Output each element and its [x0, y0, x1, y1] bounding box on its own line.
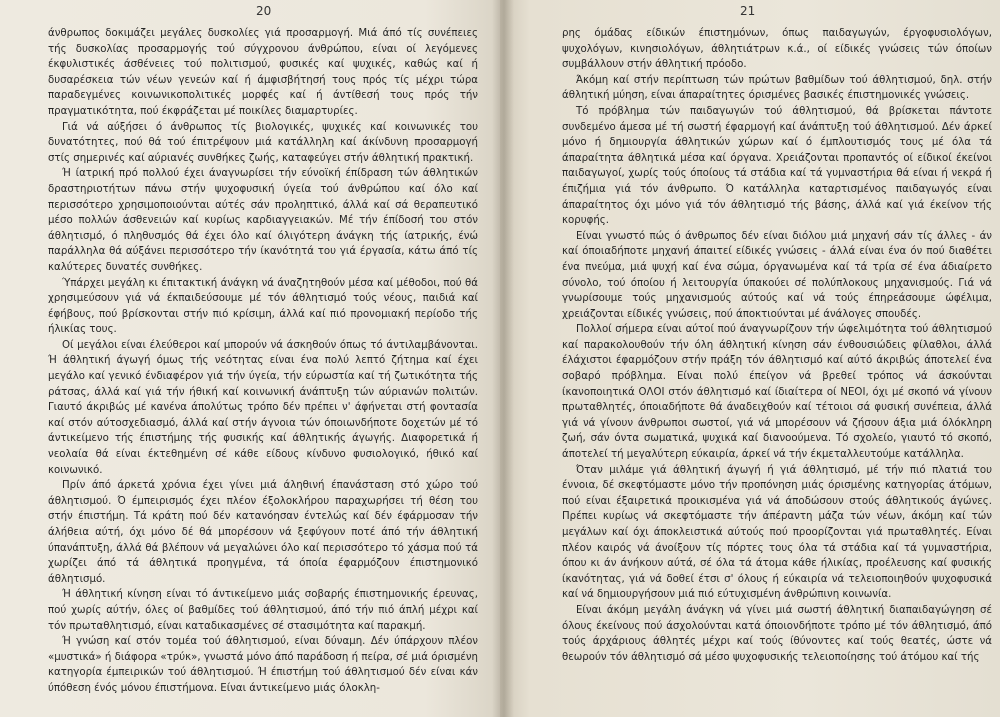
- paragraph: Οί μεγάλοι είναι έλεύθεροι καί μπορούν νά άσκηθούν όπως τό άντιλαμβάνονται. Ή άθλητική άγωγή όμως τής νεότητας είναι ένα πολύ λεπτό ζήτημα καί έχει μεγάλο καί γενικό ένδιαφέρον γιά τήν ύγεία, τήν εύρωστία καί τή ζωτικότητα τής ράτσας, άλλά καί γιά τήν ήθική καί κοινωνική άνάπτυξη τών αύριανών πολιτών. Γιαυτό άκριβώς μέ κανένα άπολύτως τρόπο δέν πρέπει ν' άφήνεται στή φοντασία καί στόν αύτοσχεδιασμό, άλλά καί στήν άγνοια τών όποιωνδήποτε δοχετών μέ τό άντικείμενο τής έπιστήμης τής φυσικής καί άθλητικής άγωγής. Διαφορετικά ή νεολαία θά είναι έκτεθημένη σέ κάθε είδους κίνδυνο φυσιολογικό, ήθικό καί κοινωνικό.: [48, 339, 478, 476]
- paragraph: Πρίν άπό άρκετά χρόνια έχει γίνει μιά άληθινή έπανάσταση στό χώρο τού άθλητισμού. Ό έμπειρισμός έχει πλέον έξολοκλήρου παραχωρήσει τή θέση του στήν έπιστήμη. Τά κράτη πού δέν κατανόησαν έντελώς καί δέν έφάρμοσαν τήν άλήθεια αύτή, όχι μόνο δέ θά μπορέσουν νά ξεφύγουν ποτέ άπό τήν άθλητική ύπανάπτυξη, άλλά θά βλέπουν νά μεγαλώνει όλο καί περισσότερο τό χάσμα πού τά χωρίζει άπό τά άθλητικά προηγμένα, τά όποία έφαρμόζουν έπιστημονικό άθλητισμό.: [48, 480, 478, 585]
- paragraph: Ή ίατρική πρό πολλού έχει άναγνωρίσει τήν εύνοϊκή έπίδραση τών άθλητικών δραστηριοτήτων πάνω στήν ψυχοφυσική ύγεία τού άνθρώπου καί όλο καί περισσότερο χρησιμοποιούνται αύτές σάν προληπτικό, άλλά καί σά θεραπευτικό μέσο πολλών άσθενειών καί κυρίως καρδιαγγειακών. Μέ τήν έπίδοσή του στόν άθλητισμό, ό πληθυσμός θά έχει όλο καί όλιγότερη άνάγκη τής ίατρικής, ένώ παράλληλα θά αύξάνει περισσότερο τήν ίκανότητά του γιά έργασία, κάτω άπό τίς καλύτερες δυνατές συνθήκες.: [48, 168, 478, 273]
- paragraph: Πολλοί σήμερα είναι αύτοί πού άναγνωρίζουν τήν ώφελιμότητα τού άθλητισμού καί παρακολουθούν τήν όλη άθλητική κίνηση σάν ένθουσιώδεις φίλαθλοι, άλλά έλάχιστοι έφαρμόζουν στήν πράξη τόν άθλητισμό καί αύτό άκριβώς άποτελεί ένα σοβαρό πρόβλημα. Είναι πολύ έπείγον νά βρεθεί τρόπος νά άσκούνται ίκανοποιητικά ΟΛΟΙ στόν άθλητισμό καί ίδιαίτερα οί ΝΕΟΙ, όχι μέ σκοπό νά γίνουν πρωταθλητές, όποιαδήποτε θά άναδειχθούν καί τέτοιοι σά φυσική συνέπεια, άλλά γιά νά γίνουν άνθρωποι σωστοί, γιά νά μπορέσουν νά ζήσουν άξια μιά όλόκληρη ζωή, σάν όντα σωματικά, ψυχικά καί διανοούμενα. Τό σχολείο, γιαυτό τό σκοπό, άποτελεί τή μεγαλύτερη εύκαιρία, άρκεί νά τήν έκμεταλλευτούμε κατάλληλα.: [562, 324, 992, 461]
- paragraph: Γιά νά αύξήσει ό άνθρωπος τίς βιολογικές, ψυχικές καί κοινωνικές του δυνατότητες, πού θά τού έπιτρέψουν μιά κατάλληλη καί άκίνδυνη προσαρμογή στίς σημερινές καί αύριανές συνθήκες ζωής, καταφεύγει στήν άθλητική πρακτική.: [48, 121, 478, 164]
- paragraph: Ή άθλητική κίνηση είναι τό άντικείμενο μιάς σοβαρής έπιστημονικής έρευνας, πού χωρίς αύτήν, όλες οί βαθμίδες τού άθλητισμού, άπό τήν πιό άπλή μέχρι καί τόν πρωταθλητισμό, είναι καταδικασμένες σέ στασιμότητα καί παρακμή.: [48, 589, 478, 632]
- paragraph: Τό πρόβλημα τών παιδαγωγών τού άθλητισμού, θά βρίσκεται πάντοτε συνδεμένο άμεσα μέ τή σωστή έφαρμογή καί άνάπτυξη τού άθλητισμού. Δέν άρκεί μόνο ή δημιουργία άθλητικών χώρων καί ό έμπλουτισμός τους μέ όλα τά άπαραίτητα άθλητικά μέσα καί όργανα. Χρειάζονται προπαντός οί είδικοί έκείνοι παιδαγωγοί, χωρίς τούς όποίους τά στάδια καί τά γυμναστήρια θά είναι ή νεκρά ή έπιζήμια γιά τόν άνθρωπο. Ό κατάλληλα καταρτισμένος παιδαγωγός είναι άπαραίτητος όχι μόνο γιά τόν άθλητισμό τής βάσης, άλλά καί γιά έκείνον τής κορυφής.: [562, 105, 992, 227]
- paragraph: Ύπάρχει μεγάλη κι έπιτακτική άνάγκη νά άναζητηθούν μέσα καί μέθοδοι, πού θά χρησιμεύσουν γιά νά έκπαιδεύσουμε μέ τόν άθλητισμό τούς νέους, παιδιά καί έφήβους, πού βρίσκονται στήν πιό κρίσιμη, άλλά καί πιό προνομιακή περίοδο τής ήλικίας τους.: [48, 277, 478, 336]
- paragraph: Άκόμη καί στήν περίπτωση τών πρώτων βαθμίδων τού άθλητισμού, δηλ. στήν άθλητική μύηση, είναι άπαραίτητες όρισμένες βασικές έπιστημονικές γνώσεις.: [562, 74, 992, 102]
- right-page-text: [562, 26, 992, 665]
- right-page: [500, 0, 1000, 717]
- page-number-right: 21: [740, 4, 756, 18]
- left-page-text: [48, 26, 478, 697]
- paragraph: ρης όμάδας είδικών έπιστημόνων, όπως παιδαγωγών, έργοφυσιολόγων, ψυχολόγων, κινησιολόγων, άθλητιάτρων κ.ά., οί είδικές γνώσεις τών όποίων συμβάλλουν στήν άθλητική πρόοδο.: [562, 28, 992, 71]
- paragraph: άνθρωπος δοκιμάζει μεγάλες δυσκολίες γιά προσαρμογή. Μιά άπό τίς συνέπειες τής δυσκολίας προσαρμογής τού σύγχρονου άνθρώπου, είναι οί λεγόμενες έκφυλιστικές άσθένειες τού πολιτισμού, φυσικές καί ψυχικές, καθώς καί ή δυσαρέσκεια τών νέων γενεών καί ή άμφισβήτησή τους πρός τίς μέχρι τώρα παραδεγμένες κοινωνικοπολιτικές μορφές καί ή άντίθεσή τους πρός τήν πραγματικότητα, πού έκφράζεται μέ ποικίλες διαμαρτυρίες.: [48, 28, 478, 117]
- paragraph: Ή γνώση καί στόν τομέα τού άθλητισμού, είναι δύναμη. Δέν ύπάρχουν πλέον «μυστικά» ή διάφορα «τρύκ», γνωστά μόνο άπό παράδοση ή πείρα, σέ μιά όρισμένη κατηγορία έμπειρικών τού άθλητισμού. Ή έπιστήμη τού άθλητισμού δέν είναι κάν ύπόθεση ένός μόνου έπιστήμονα. Είναι άντικείμενο μιάς όλοκλη-: [48, 636, 478, 694]
- page-number-left: 20: [256, 4, 272, 18]
- paragraph: Είναι γνωστό πώς ό άνθρωπος δέν είναι διόλου μιά μηχανή σάν τίς άλλες - άν καί όποιαδήποτε μηχανή άπαιτεί είδικές γνώσεις - άλλά είναι ένα όν πού διαθέτει ένα πνεύμα, μιά ψυχή καί ένα σώμα, όργανωμένα καί τά τρία σέ ένα άδιαίρετο σύνολο, τού όποίου ή λειτουργία ύπακούει σέ πολύπλοκους μηχανισμούς. Γιά νά γνωρίσουμε τούς μηχανισμούς αύτούς καί νά τούς έπηρεάσουμε ώφέλιμα, χρειάζονται είδικές γνώσεις, πού άποκτιούνται μέ άνάλογες σπουδές.: [562, 230, 992, 320]
- paragraph: Όταν μιλάμε γιά άθλητική άγωγή ή γιά άθλητισμό, μέ τήν πιό πλατιά του έννοια, δέ σκεφτόμαστε μόνο τήν προπόνηση μιάς όρισμένης κατηγορίας άτόμων, πού είναι έξαιρετικά προικισμένα γιά νά άποδώσουν στούς άθλητικούς άγώνες. Πρέπει κυρίως νά σκεφτόμαστε τήν άπέραντη μάζα τών νέων, άκόμη καί τών μεγάλων καί όχι άποκλειστικά αύτούς πού προορίζονται γιά πρωταθλητές. Είναι πλέον καιρός νά άνοίξουν τίς πόρτες τους όλα τά στάδια καί τά γυμναστήρια, όπου κι άν άνήκουν αύτά, σέ όλα τά άτομα κάθε ήλικίας, προέλευσης καί φυσικής ίκανότητας, γιά νά δοθεί έτσι σ' όλους ή εύκαιρία νά τελειοποιηθούν ψυχοφυσικά καί νά δημιουργήσουν μιά πιό εύτυχισμένη άνθρώπινη κοινωνία.: [562, 464, 992, 601]
- paragraph: Είναι άκόμη μεγάλη άνάγκη νά γίνει μιά σωστή άθλητική διαπαιδαγώγηση σέ όλους έκείνους πού άσχολούνται κατά όποιονδήποτε τρόπο μέ τόν άθλητισμό, άπό τούς άρχάριους άθλητές μέχρι καί τούς ίθύνοντες καί τούς θεατές, ώστε νά θεωρούν τόν άθλητισμό σά μέσο ψυχοφυσικής τελειοποίησης τού άτόμου καί τής: [562, 604, 992, 663]
